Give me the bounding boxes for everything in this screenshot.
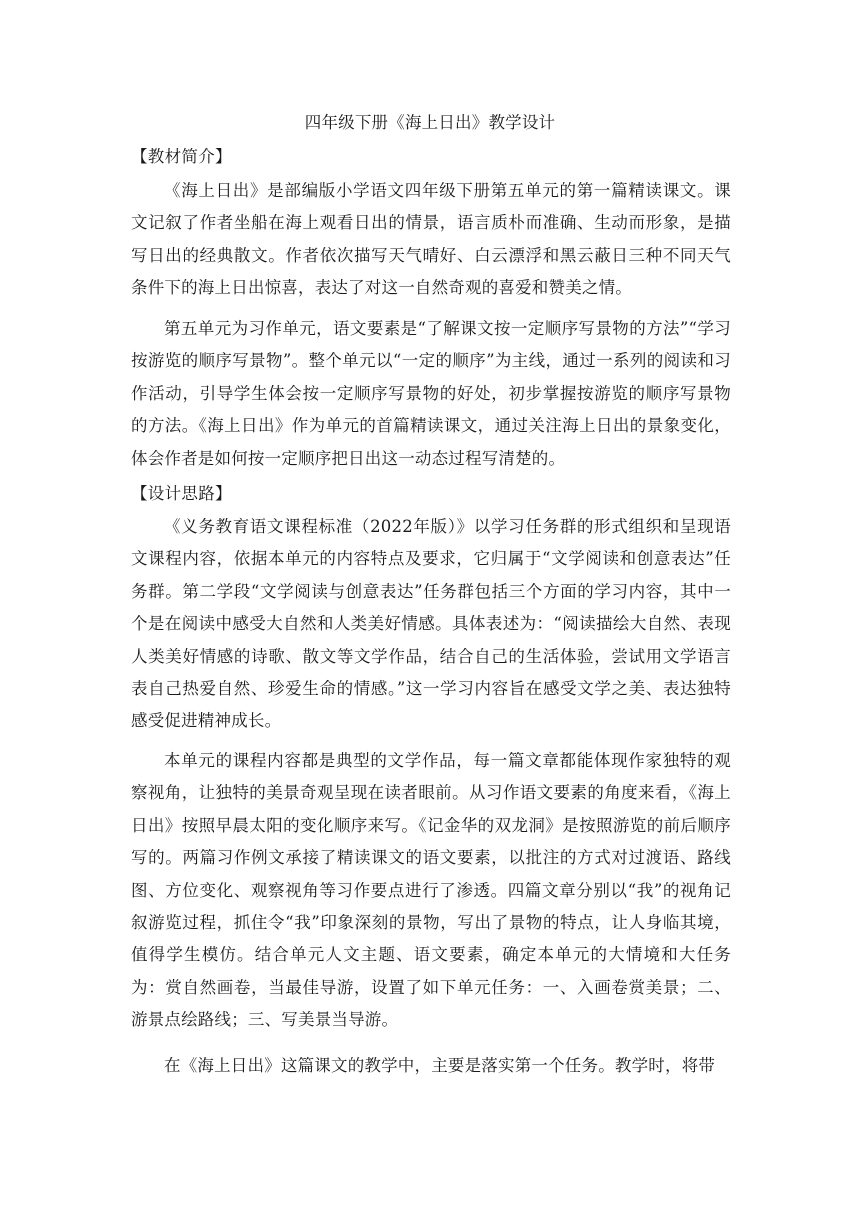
paragraph-textbook-intro-1: 《海上日出》是部编版小学语文四年级下册第五单元的第一篇精读课文。课文记叙了作者坐船在海上观看日出的情景，语言质朴而准确、生动而形象，是描写日出的经典散文。作者依次描写天气晴好、白云漂浮和黑云蔽日三种不同天气条件下的海上日出惊喜，表达了对这一自然奇观的喜爱和赞美之情。	[131, 181, 731, 298]
section-heading-design-ideas: 【设计思路】	[131, 484, 232, 503]
section-heading-textbook-intro: 【教材简介】	[131, 147, 232, 166]
paragraph-design-ideas-3: 在《海上日出》这篇课文的教学中，主要是落实第一个任务。教学时，将带	[164, 1056, 716, 1075]
paragraph-design-ideas-2: 本单元的课程内容都是典型的文学作品，每一篇文章都能体现作家独特的观察视角，让独特的美景奇观呈现在读者眼前。从习作语文要素的角度来看，《海上日出》按照早晨太阳的变化顺序来写。《记金华的双龙洞》是按照游览的前后顺序写的。两篇习作例文承接了精读课文的语文要素，以批注的方式对过渡语、路线图、方位变化、观察视角等习作要点进行了渗透。四篇文章分别以“我”的视角记叙游览过程，抓住令“我”印象深刻的景物，写出了景物的特点，让人身临其境，值得学生模仿。结合单元人文主题、语文要素，确定本单元的大情境和大任务为：赏自然画卷，当最佳导游，设置了如下单元任务：一、入画卷赏美景；二、游景点绘路线；三、写美景当导游。	[131, 751, 731, 1030]
document-title: 四年级下册《海上日出》教学设计	[304, 113, 556, 132]
paragraph-design-ideas-1: 《义务教育语文课程标准（2022年版）》以学习任务群的形式组织和呈现语文课程内容，依据本单元的内容特点及要求，它归属于“文学阅读和创意表达”任务群。第二学段“文学阅读与创意表达”任务群包括三个方面的学习内容，其中一个是在阅读中感受大自然和人类美好情感。具体表述为：“阅读描绘大自然、表现人类美好情感的诗歌、散文等文学作品，结合自己的生活体验，尝试用文学语言表自己热爱自然、珍爱生命的情感。”这一学习内容旨在感受文学之美、表达独特感受促进精神成长。	[131, 517, 731, 731]
paragraph-textbook-intro-2: 第五单元为习作单元，语文要素是“了解课文按一定顺序写景物的方法”“学习按游览的顺序写景物”。整个单元以“一定的顺序”为主线，通过一系列的阅读和习作活动，引导学生体会按一定顺序写景物的好处，初步掌握按游览的顺序写景物的方法。《海上日出》作为单元的首篇精读课文，通过关注海上日出的景象变化，体会作者是如何按一定顺序把日出这一动态过程写清楚的。	[131, 319, 731, 468]
